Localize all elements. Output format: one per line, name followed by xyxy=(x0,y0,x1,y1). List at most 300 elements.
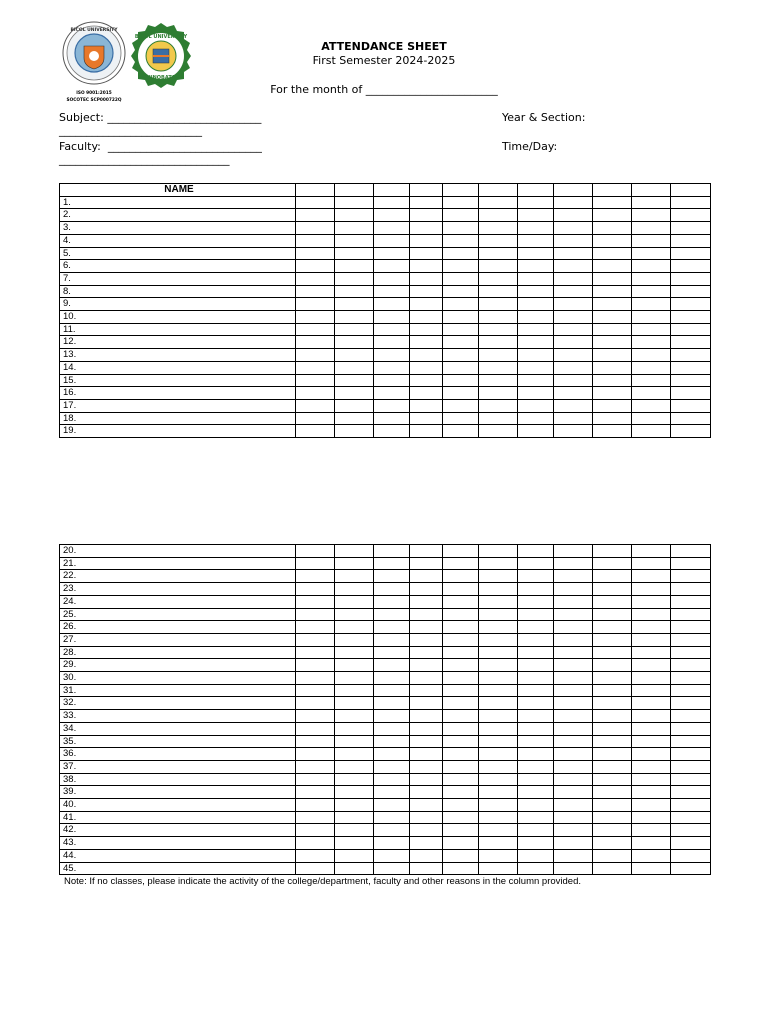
attendance-cell[interactable] xyxy=(554,399,593,412)
attendance-cell[interactable] xyxy=(554,336,593,349)
attendance-cell[interactable] xyxy=(374,374,410,387)
attendance-cell[interactable] xyxy=(479,760,518,773)
attendance-cell[interactable] xyxy=(443,748,479,761)
attendance-cell[interactable] xyxy=(479,425,518,438)
attendance-cell[interactable] xyxy=(632,735,671,748)
attendance-cell[interactable] xyxy=(410,684,443,697)
attendance-cell[interactable] xyxy=(410,545,443,558)
attendance-cell[interactable] xyxy=(479,773,518,786)
row-number-cell[interactable]: 2. xyxy=(60,209,296,222)
attendance-cell[interactable] xyxy=(518,824,554,837)
attendance-cell[interactable] xyxy=(518,633,554,646)
attendance-cell[interactable] xyxy=(518,583,554,596)
attendance-cell[interactable] xyxy=(443,387,479,400)
attendance-cell[interactable] xyxy=(410,583,443,596)
attendance-cell[interactable] xyxy=(374,222,410,235)
attendance-cell[interactable] xyxy=(593,672,632,685)
attendance-cell[interactable] xyxy=(335,735,374,748)
row-number-cell[interactable]: 45. xyxy=(60,862,296,875)
attendance-cell[interactable] xyxy=(632,399,671,412)
attendance-cell[interactable] xyxy=(518,710,554,723)
attendance-cell[interactable] xyxy=(554,760,593,773)
date-column-header[interactable] xyxy=(671,184,711,197)
attendance-cell[interactable] xyxy=(479,595,518,608)
row-number-cell[interactable]: 41. xyxy=(60,811,296,824)
attendance-cell[interactable] xyxy=(479,387,518,400)
attendance-cell[interactable] xyxy=(554,285,593,298)
attendance-cell[interactable] xyxy=(518,862,554,875)
date-column-header[interactable] xyxy=(518,184,554,197)
attendance-cell[interactable] xyxy=(593,799,632,812)
attendance-cell[interactable] xyxy=(479,583,518,596)
attendance-cell[interactable] xyxy=(410,773,443,786)
attendance-cell[interactable] xyxy=(554,247,593,260)
attendance-cell[interactable] xyxy=(443,196,479,209)
row-number-cell[interactable]: 4. xyxy=(60,234,296,247)
attendance-cell[interactable] xyxy=(335,811,374,824)
attendance-cell[interactable] xyxy=(518,646,554,659)
attendance-cell[interactable] xyxy=(335,799,374,812)
attendance-cell[interactable] xyxy=(410,710,443,723)
attendance-cell[interactable] xyxy=(671,595,711,608)
attendance-cell[interactable] xyxy=(296,646,335,659)
attendance-cell[interactable] xyxy=(443,799,479,812)
attendance-cell[interactable] xyxy=(671,811,711,824)
attendance-cell[interactable] xyxy=(554,621,593,634)
attendance-cell[interactable] xyxy=(374,557,410,570)
row-number-cell[interactable]: 43. xyxy=(60,837,296,850)
attendance-cell[interactable] xyxy=(410,697,443,710)
attendance-cell[interactable] xyxy=(554,862,593,875)
attendance-cell[interactable] xyxy=(374,323,410,336)
attendance-cell[interactable] xyxy=(593,247,632,260)
attendance-cell[interactable] xyxy=(296,545,335,558)
attendance-cell[interactable] xyxy=(335,862,374,875)
row-number-cell[interactable]: 29. xyxy=(60,659,296,672)
attendance-cell[interactable] xyxy=(671,399,711,412)
attendance-cell[interactable] xyxy=(296,595,335,608)
row-number-cell[interactable]: 24. xyxy=(60,595,296,608)
attendance-cell[interactable] xyxy=(632,285,671,298)
attendance-cell[interactable] xyxy=(296,583,335,596)
attendance-cell[interactable] xyxy=(632,323,671,336)
attendance-cell[interactable] xyxy=(671,272,711,285)
attendance-cell[interactable] xyxy=(671,196,711,209)
attendance-cell[interactable] xyxy=(593,773,632,786)
attendance-cell[interactable] xyxy=(479,399,518,412)
attendance-cell[interactable] xyxy=(443,209,479,222)
attendance-cell[interactable] xyxy=(518,387,554,400)
attendance-cell[interactable] xyxy=(335,760,374,773)
attendance-cell[interactable] xyxy=(479,837,518,850)
attendance-cell[interactable] xyxy=(671,336,711,349)
attendance-cell[interactable] xyxy=(410,824,443,837)
attendance-cell[interactable] xyxy=(518,425,554,438)
attendance-cell[interactable] xyxy=(410,672,443,685)
attendance-cell[interactable] xyxy=(410,298,443,311)
attendance-cell[interactable] xyxy=(554,849,593,862)
attendance-cell[interactable] xyxy=(335,849,374,862)
attendance-cell[interactable] xyxy=(443,285,479,298)
attendance-cell[interactable] xyxy=(632,608,671,621)
attendance-cell[interactable] xyxy=(593,260,632,273)
attendance-cell[interactable] xyxy=(671,323,711,336)
attendance-cell[interactable] xyxy=(518,336,554,349)
attendance-cell[interactable] xyxy=(443,399,479,412)
attendance-cell[interactable] xyxy=(554,425,593,438)
attendance-cell[interactable] xyxy=(632,196,671,209)
attendance-cell[interactable] xyxy=(335,209,374,222)
attendance-cell[interactable] xyxy=(296,570,335,583)
attendance-cell[interactable] xyxy=(671,234,711,247)
date-column-header[interactable] xyxy=(374,184,410,197)
attendance-cell[interactable] xyxy=(479,247,518,260)
attendance-cell[interactable] xyxy=(335,684,374,697)
attendance-cell[interactable] xyxy=(296,298,335,311)
attendance-cell[interactable] xyxy=(335,272,374,285)
attendance-cell[interactable] xyxy=(479,621,518,634)
attendance-cell[interactable] xyxy=(593,849,632,862)
attendance-cell[interactable] xyxy=(443,672,479,685)
attendance-cell[interactable] xyxy=(410,557,443,570)
attendance-cell[interactable] xyxy=(632,570,671,583)
attendance-cell[interactable] xyxy=(335,545,374,558)
attendance-cell[interactable] xyxy=(593,862,632,875)
attendance-cell[interactable] xyxy=(410,209,443,222)
attendance-cell[interactable] xyxy=(671,773,711,786)
row-number-cell[interactable]: 40. xyxy=(60,799,296,812)
attendance-cell[interactable] xyxy=(554,659,593,672)
attendance-cell[interactable] xyxy=(518,298,554,311)
attendance-cell[interactable] xyxy=(632,710,671,723)
attendance-cell[interactable] xyxy=(479,545,518,558)
attendance-cell[interactable] xyxy=(374,298,410,311)
attendance-cell[interactable] xyxy=(518,697,554,710)
attendance-cell[interactable] xyxy=(554,323,593,336)
attendance-cell[interactable] xyxy=(554,633,593,646)
attendance-cell[interactable] xyxy=(554,234,593,247)
attendance-cell[interactable] xyxy=(479,222,518,235)
attendance-cell[interactable] xyxy=(410,272,443,285)
attendance-cell[interactable] xyxy=(518,672,554,685)
attendance-cell[interactable] xyxy=(296,684,335,697)
attendance-cell[interactable] xyxy=(410,621,443,634)
attendance-cell[interactable] xyxy=(443,722,479,735)
attendance-cell[interactable] xyxy=(410,196,443,209)
attendance-cell[interactable] xyxy=(554,722,593,735)
attendance-cell[interactable] xyxy=(410,311,443,324)
attendance-cell[interactable] xyxy=(296,760,335,773)
attendance-cell[interactable] xyxy=(410,285,443,298)
attendance-cell[interactable] xyxy=(632,837,671,850)
attendance-cell[interactable] xyxy=(593,209,632,222)
row-number-cell[interactable]: 14. xyxy=(60,361,296,374)
attendance-cell[interactable] xyxy=(335,748,374,761)
attendance-cell[interactable] xyxy=(374,748,410,761)
attendance-cell[interactable] xyxy=(593,298,632,311)
attendance-cell[interactable] xyxy=(296,311,335,324)
date-column-header[interactable] xyxy=(296,184,335,197)
attendance-cell[interactable] xyxy=(479,570,518,583)
attendance-cell[interactable] xyxy=(296,811,335,824)
attendance-cell[interactable] xyxy=(296,621,335,634)
attendance-cell[interactable] xyxy=(296,735,335,748)
attendance-cell[interactable] xyxy=(410,748,443,761)
attendance-cell[interactable] xyxy=(632,336,671,349)
attendance-cell[interactable] xyxy=(671,608,711,621)
row-number-cell[interactable]: 21. xyxy=(60,557,296,570)
attendance-cell[interactable] xyxy=(554,786,593,799)
attendance-cell[interactable] xyxy=(410,222,443,235)
attendance-cell[interactable] xyxy=(443,633,479,646)
attendance-cell[interactable] xyxy=(410,595,443,608)
attendance-cell[interactable] xyxy=(443,323,479,336)
attendance-cell[interactable] xyxy=(632,260,671,273)
attendance-cell[interactable] xyxy=(671,633,711,646)
attendance-cell[interactable] xyxy=(374,722,410,735)
attendance-cell[interactable] xyxy=(518,323,554,336)
attendance-cell[interactable] xyxy=(518,196,554,209)
attendance-cell[interactable] xyxy=(374,837,410,850)
attendance-cell[interactable] xyxy=(479,862,518,875)
attendance-cell[interactable] xyxy=(374,399,410,412)
attendance-cell[interactable] xyxy=(671,570,711,583)
attendance-cell[interactable] xyxy=(671,849,711,862)
attendance-cell[interactable] xyxy=(593,722,632,735)
attendance-cell[interactable] xyxy=(632,621,671,634)
attendance-cell[interactable] xyxy=(443,862,479,875)
row-number-cell[interactable]: 22. xyxy=(60,570,296,583)
attendance-cell[interactable] xyxy=(335,247,374,260)
attendance-cell[interactable] xyxy=(671,862,711,875)
attendance-cell[interactable] xyxy=(632,811,671,824)
attendance-cell[interactable] xyxy=(335,349,374,362)
attendance-cell[interactable] xyxy=(554,773,593,786)
attendance-cell[interactable] xyxy=(554,260,593,273)
attendance-cell[interactable] xyxy=(335,595,374,608)
attendance-cell[interactable] xyxy=(335,336,374,349)
attendance-cell[interactable] xyxy=(296,247,335,260)
attendance-cell[interactable] xyxy=(671,621,711,634)
attendance-cell[interactable] xyxy=(443,595,479,608)
attendance-cell[interactable] xyxy=(554,824,593,837)
attendance-cell[interactable] xyxy=(374,349,410,362)
attendance-cell[interactable] xyxy=(410,336,443,349)
attendance-cell[interactable] xyxy=(443,260,479,273)
attendance-cell[interactable] xyxy=(479,260,518,273)
attendance-cell[interactable] xyxy=(479,361,518,374)
attendance-cell[interactable] xyxy=(296,557,335,570)
attendance-cell[interactable] xyxy=(374,234,410,247)
attendance-cell[interactable] xyxy=(518,773,554,786)
attendance-cell[interactable] xyxy=(593,710,632,723)
attendance-cell[interactable] xyxy=(593,608,632,621)
attendance-cell[interactable] xyxy=(518,234,554,247)
attendance-cell[interactable] xyxy=(374,260,410,273)
row-number-cell[interactable]: 42. xyxy=(60,824,296,837)
attendance-cell[interactable] xyxy=(296,323,335,336)
row-number-cell[interactable]: 36. xyxy=(60,748,296,761)
attendance-cell[interactable] xyxy=(296,412,335,425)
attendance-cell[interactable] xyxy=(671,349,711,362)
attendance-cell[interactable] xyxy=(335,425,374,438)
attendance-cell[interactable] xyxy=(374,209,410,222)
attendance-cell[interactable] xyxy=(335,196,374,209)
attendance-cell[interactable] xyxy=(554,799,593,812)
attendance-cell[interactable] xyxy=(518,222,554,235)
attendance-cell[interactable] xyxy=(410,646,443,659)
attendance-cell[interactable] xyxy=(632,672,671,685)
attendance-cell[interactable] xyxy=(671,697,711,710)
attendance-cell[interactable] xyxy=(593,684,632,697)
attendance-cell[interactable] xyxy=(554,209,593,222)
attendance-cell[interactable] xyxy=(335,234,374,247)
attendance-cell[interactable] xyxy=(374,196,410,209)
attendance-cell[interactable] xyxy=(296,748,335,761)
attendance-cell[interactable] xyxy=(632,557,671,570)
attendance-cell[interactable] xyxy=(374,311,410,324)
attendance-cell[interactable] xyxy=(374,247,410,260)
row-number-cell[interactable]: 18. xyxy=(60,412,296,425)
attendance-cell[interactable] xyxy=(554,412,593,425)
attendance-cell[interactable] xyxy=(443,849,479,862)
attendance-cell[interactable] xyxy=(593,399,632,412)
attendance-cell[interactable] xyxy=(296,837,335,850)
attendance-cell[interactable] xyxy=(296,336,335,349)
attendance-cell[interactable] xyxy=(296,272,335,285)
attendance-cell[interactable] xyxy=(632,849,671,862)
attendance-cell[interactable] xyxy=(410,425,443,438)
attendance-cell[interactable] xyxy=(479,824,518,837)
attendance-cell[interactable] xyxy=(374,849,410,862)
attendance-cell[interactable] xyxy=(374,387,410,400)
attendance-cell[interactable] xyxy=(593,735,632,748)
attendance-cell[interactable] xyxy=(443,425,479,438)
attendance-cell[interactable] xyxy=(374,425,410,438)
attendance-cell[interactable] xyxy=(443,361,479,374)
attendance-cell[interactable] xyxy=(518,760,554,773)
row-number-cell[interactable]: 20. xyxy=(60,545,296,558)
attendance-cell[interactable] xyxy=(593,748,632,761)
attendance-cell[interactable] xyxy=(671,247,711,260)
row-number-cell[interactable]: 11. xyxy=(60,323,296,336)
attendance-cell[interactable] xyxy=(632,722,671,735)
row-number-cell[interactable]: 26. xyxy=(60,621,296,634)
attendance-cell[interactable] xyxy=(443,234,479,247)
attendance-cell[interactable] xyxy=(518,659,554,672)
attendance-cell[interactable] xyxy=(479,811,518,824)
row-number-cell[interactable]: 23. xyxy=(60,583,296,596)
attendance-cell[interactable] xyxy=(335,608,374,621)
attendance-cell[interactable] xyxy=(593,646,632,659)
attendance-cell[interactable] xyxy=(335,557,374,570)
attendance-cell[interactable] xyxy=(632,684,671,697)
attendance-cell[interactable] xyxy=(593,285,632,298)
attendance-cell[interactable] xyxy=(335,222,374,235)
attendance-cell[interactable] xyxy=(554,361,593,374)
attendance-cell[interactable] xyxy=(632,425,671,438)
attendance-cell[interactable] xyxy=(410,374,443,387)
attendance-cell[interactable] xyxy=(410,811,443,824)
attendance-cell[interactable] xyxy=(296,399,335,412)
attendance-cell[interactable] xyxy=(554,545,593,558)
attendance-cell[interactable] xyxy=(518,786,554,799)
attendance-cell[interactable] xyxy=(479,272,518,285)
attendance-cell[interactable] xyxy=(593,323,632,336)
attendance-cell[interactable] xyxy=(671,760,711,773)
attendance-cell[interactable] xyxy=(374,583,410,596)
attendance-cell[interactable] xyxy=(335,646,374,659)
attendance-cell[interactable] xyxy=(443,336,479,349)
attendance-cell[interactable] xyxy=(671,260,711,273)
row-number-cell[interactable]: 27. xyxy=(60,633,296,646)
attendance-cell[interactable] xyxy=(671,425,711,438)
attendance-cell[interactable] xyxy=(296,659,335,672)
attendance-cell[interactable] xyxy=(671,672,711,685)
attendance-cell[interactable] xyxy=(443,298,479,311)
attendance-cell[interactable] xyxy=(518,748,554,761)
row-number-cell[interactable]: 9. xyxy=(60,298,296,311)
attendance-cell[interactable] xyxy=(632,646,671,659)
attendance-cell[interactable] xyxy=(374,361,410,374)
attendance-cell[interactable] xyxy=(296,361,335,374)
attendance-cell[interactable] xyxy=(593,786,632,799)
attendance-cell[interactable] xyxy=(632,272,671,285)
row-number-cell[interactable]: 5. xyxy=(60,247,296,260)
attendance-cell[interactable] xyxy=(593,425,632,438)
row-number-cell[interactable]: 37. xyxy=(60,760,296,773)
attendance-cell[interactable] xyxy=(593,583,632,596)
attendance-cell[interactable] xyxy=(671,222,711,235)
attendance-cell[interactable] xyxy=(335,323,374,336)
attendance-cell[interactable] xyxy=(443,710,479,723)
attendance-cell[interactable] xyxy=(671,374,711,387)
attendance-cell[interactable] xyxy=(593,336,632,349)
attendance-cell[interactable] xyxy=(632,659,671,672)
row-number-cell[interactable]: 7. xyxy=(60,272,296,285)
attendance-cell[interactable] xyxy=(374,646,410,659)
attendance-cell[interactable] xyxy=(374,272,410,285)
row-number-cell[interactable]: 28. xyxy=(60,646,296,659)
attendance-cell[interactable] xyxy=(374,659,410,672)
attendance-cell[interactable] xyxy=(593,222,632,235)
attendance-cell[interactable] xyxy=(554,298,593,311)
attendance-cell[interactable] xyxy=(410,837,443,850)
attendance-cell[interactable] xyxy=(479,710,518,723)
attendance-cell[interactable] xyxy=(296,234,335,247)
attendance-cell[interactable] xyxy=(671,710,711,723)
attendance-cell[interactable] xyxy=(632,311,671,324)
attendance-cell[interactable] xyxy=(443,811,479,824)
attendance-cell[interactable] xyxy=(443,773,479,786)
attendance-cell[interactable] xyxy=(479,196,518,209)
attendance-cell[interactable] xyxy=(554,387,593,400)
attendance-cell[interactable] xyxy=(671,311,711,324)
attendance-cell[interactable] xyxy=(443,824,479,837)
attendance-cell[interactable] xyxy=(374,412,410,425)
attendance-cell[interactable] xyxy=(554,557,593,570)
attendance-cell[interactable] xyxy=(671,646,711,659)
attendance-cell[interactable] xyxy=(410,234,443,247)
attendance-cell[interactable] xyxy=(374,595,410,608)
attendance-cell[interactable] xyxy=(443,837,479,850)
attendance-cell[interactable] xyxy=(518,595,554,608)
row-number-cell[interactable]: 30. xyxy=(60,672,296,685)
attendance-cell[interactable] xyxy=(671,361,711,374)
attendance-cell[interactable] xyxy=(632,583,671,596)
date-column-header[interactable] xyxy=(335,184,374,197)
attendance-cell[interactable] xyxy=(335,837,374,850)
